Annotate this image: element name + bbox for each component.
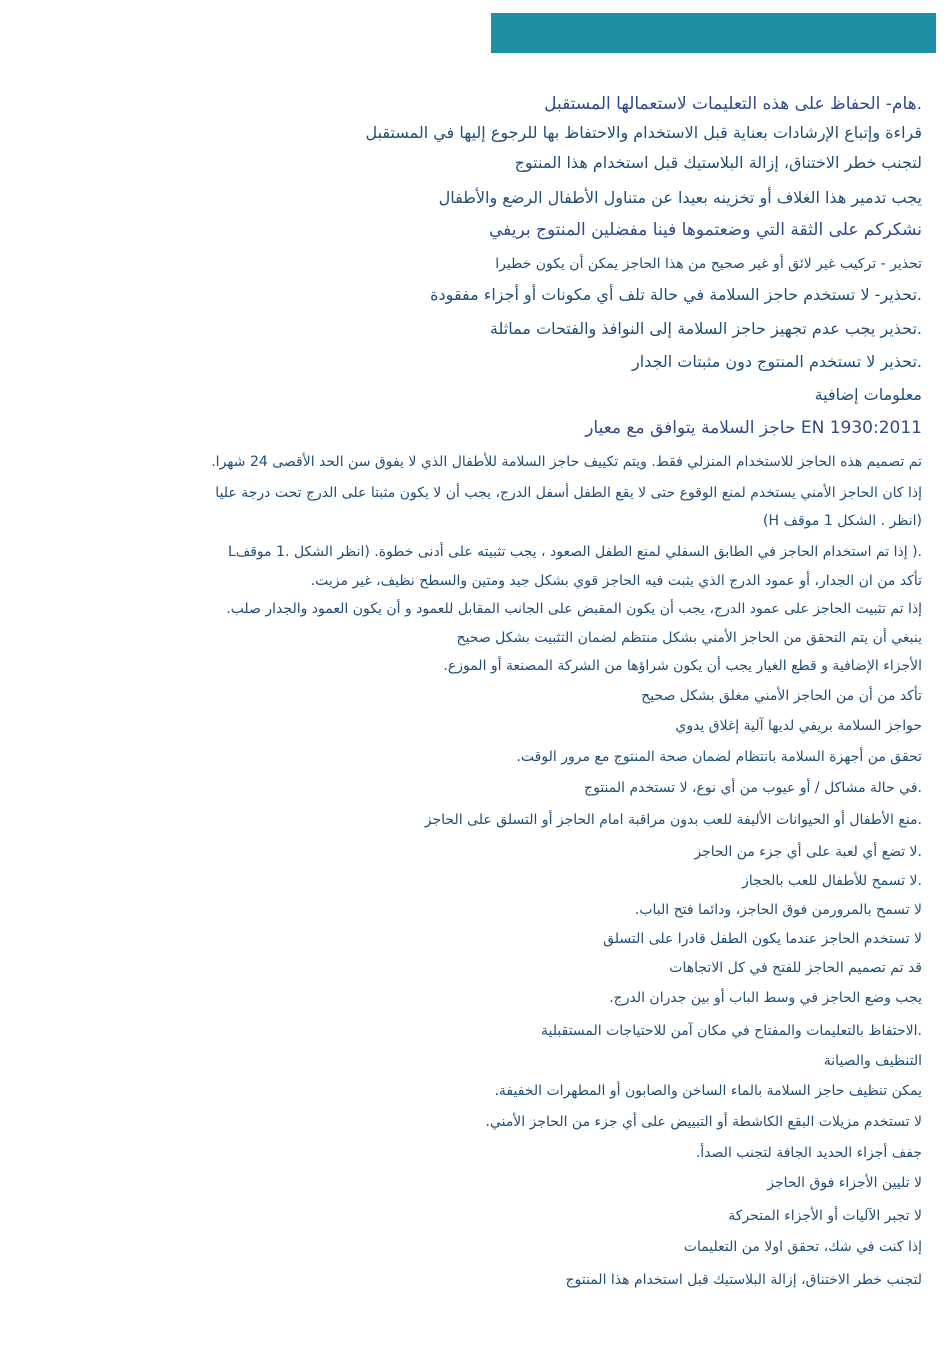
text-line: EN 1930:2011 حاجز السلامة يتوافق مع معيار — [585, 418, 922, 438]
text-line: يمكن تنظيف حاجز السلامة بالماء الساخن والصابون أو المطهرات الخفيفة. — [494, 1083, 922, 1099]
text-line: .( إذا تم استخدام الحاجز في الطابق السفلي لمنع الطفل الصعود ، يجب تثبيته على أدنى خطوة. (انظر الشكل .1 موقفL — [227, 544, 922, 560]
text-line: لا تليين الأجزاء فوق الحاجز — [767, 1175, 922, 1191]
text-line: تأكد من ان الجدار، أو عمود الدرج الذي يثبت فيه الحاجز قوي بشكل جيد ومتين والسطح نظيف، غير مزيت. — [310, 573, 922, 589]
text-line: يجب وضع الحاجز في وسط الباب أو بين جدران الدرج. — [609, 990, 922, 1006]
text-line: .لا تسمح للأطفال للعب بالحجاز — [742, 873, 922, 889]
text-line: .منع الأطفال أو الحيوانات الأليفة للعب بدون مراقبة امام الحاجز أو التسلق على الحاجز — [424, 812, 922, 828]
section-heading: التنظيف والصيانة — [823, 1053, 922, 1069]
text-line: قراءة وإتباع الإرشادات بعناية قبل الاستخدام والاحتفاظ بها للرجوع إليها في المستقبل — [365, 123, 922, 142]
text-line: لا تستخدم مزيلات البقع الكاشطة أو التبييض على أي جزء من الحاجز الأمني. — [485, 1114, 922, 1130]
section-heading: معلومات إضافية — [814, 385, 922, 404]
text-line: قد تم تصميم الحاجز للفتح في كل الاتجاهات — [669, 960, 922, 976]
text-line: يجب تدمير هذا الغلاف أو تخزينه بعيدا عن متناول الأطفال الرضع والأطفال — [438, 188, 922, 207]
text-line: ينبغي أن يتم التحقق من الحاجز الأمني بشكل منتظم لضمان التثبيت بشكل صحيح — [456, 630, 922, 646]
text-line: .الاحتفاظ بالتعليمات والمفتاح في مكان آمن للاحتياجات المستقبلية — [541, 1023, 922, 1039]
text-line: لا تسمح بالمرورمن فوق الحاجز، ودائما فتح الباب. — [634, 902, 922, 918]
text-line: .تحذير لا تستخدم المنتوج دون مثبتات الجدار — [631, 352, 922, 371]
text-line: إذا كنت في شك، تحقق اولا من التعليمات — [683, 1239, 922, 1255]
text-line: نشكركم على الثقة التي وضعتموها فينا مفضلين المنتوج بريفي — [489, 220, 922, 240]
text-line: إذا كان الحاجز الأمني يستخدم لمنع الوقوع حتى لا يقع الطفل أسفل الدرج، يجب أن لا يكون مثبتا على الدرج تحت درجة عليا — [215, 485, 922, 501]
text-line: لتجنب خطر الاختناق، إزالة البلاستيك قبل استخدام هذا المنتوج — [514, 153, 922, 172]
text-line: .هام- الحفاظ على هذه التعليمات لاستعمالها المستقبل — [544, 94, 922, 114]
text-line: تحقق من أجهزة السلامة بانتظام لضمان صحة المنتوج مع مرور الوقت. — [516, 749, 922, 765]
text-line: تأكد من أن من الحاجز الأمني مغلق بشكل صحيح — [641, 688, 922, 704]
text-line: إذا تم تثبيت الحاجز على عمود الدرج، يجب أن يكون المقبض على الجانب المقابل للعمود و أن يكون العمود والجدار صلب. — [226, 601, 922, 617]
text-line: حواجز السلامة بريفي لديها آلية إغلاق يدوي — [675, 718, 922, 734]
text-line: .لا تضع أي لعبة على أي جزء من الحاجز — [694, 844, 922, 860]
text-line: جفف أجزاء الحديد الجافة لتجنب الصدأ. — [695, 1145, 922, 1161]
text-line: .في حالة مشاكل / أو عيوب من أي نوع، لا تستخدم المنتوج — [584, 780, 922, 796]
text-line: تحذير - تركيب غير لائق أو غير صحيح من هذا الحاجز يمكن أن يكون خطيرا — [495, 256, 922, 272]
text-line: لا تجبر الآليات أو الأجزاء المتحركة — [728, 1208, 922, 1224]
text-line: تم تصميم هذه الحاجز للاستخدام المنزلي فقط. ويتم تكييف حاجز السلامة للأطفال الذي لا يفوق سن الحد الأقصى 24 شهرا. — [211, 454, 922, 470]
text-line: لا تستخدم الحاجز عندما يكون الطفل قادرا على التسلق — [603, 931, 922, 947]
text-line: لتجنب خطر الاختناق، إزالة البلاستيك قبل استخدام هذا المنتوج — [565, 1272, 922, 1288]
text-line: الأجزاء الإضافية و قطع الغيار يجب أن يكون شراؤها من الشركة المصنعة أو الموزع. — [443, 658, 922, 674]
text-line: .تحذير يجب عدم تجهيز حاجز السلامة إلى النوافذ والفتحات مماثلة — [489, 319, 922, 338]
text-line: .تحذير- لا تستخدم حاجز السلامة في حالة تلف أي مكونات أو أجزاء مفقودة — [430, 285, 922, 304]
text-line: (انظر . الشكل 1 موقف H) — [763, 513, 922, 529]
